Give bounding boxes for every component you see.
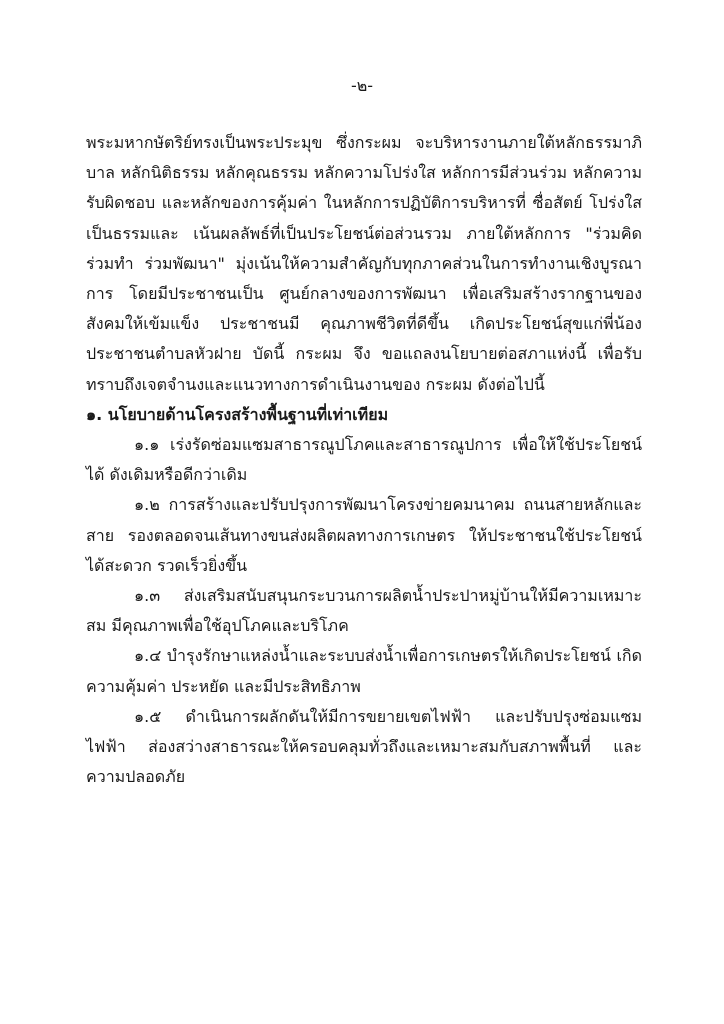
page-number: -๒- bbox=[350, 76, 374, 95]
document-body bbox=[86, 128, 642, 792]
policy-item: ๑.๔ บำรุงรักษาแหล่งน้ำและระบบส่งน้ำเพื่อการเกษตรให้เกิดประโยชน์ เกิดความคุ้มค่า ประหยัด และมีประสิทธิภาพ bbox=[86, 646, 642, 696]
policy-item: ๑.๑ เร่งรัดซ่อมแซมสาธารณูปโภคและสาธารณูปการ เพื่อให้ใช้ประโยชน์ได้ ดังเดิมหรือดีกว่าเดิม bbox=[86, 435, 642, 485]
policy-item: ๑.๒ การสร้างและปรับปรุงการพัฒนาโครงข่ายคมนาคม ถนนสายหลักและสาย รองตลอดจนเส้นทางขนส่งผลิตผลทางการเกษตร ให้ประชาชนใช้ประโยชน์ได้สะดวก รวดเร็วยิ่งขึ้น bbox=[86, 495, 642, 575]
policy-item: ๑.๓ ส่งเสริมสนับสนุนกระบวนการผลิตน้ำประปาหมู่บ้านให้มีความเหมาะสม มีคุณภาพเพื่อใช้อุปโภคและบริโภค bbox=[86, 586, 642, 636]
intro-paragraph: พระมหากษัตริย์ทรงเป็นพระประมุข ซึ่งกระผม จะบริหารงานภายใต้หลักธรรมาภิบาล หลักนิติธรรม หลักคุณธรรม หลักความโปร่งใส หลักการมีส่วนร่วม หลักความรับผิดชอบ และหลักของการคุ้มค่า ในหลักการปฏิบัติการบริหารที่ ซื่อสัตย์ โปร่งใส เป็นธรรมและ เน้นผลลัพธ์ที่เป็นประโยชน์ต่อส่วนรวม ภายใต้หลักการ "ร่วมคิด ร่วมทำ ร่วมพัฒนา" มุ่งเน้นให้ความสำคัญกับทุกภาคส่วนในการทำงานเชิงบูรณาการ โดยมีประชาชนเป็น ศูนย์กลางของการพัฒนา เพื่อเสริมสร้างรากฐานของสังคมให้เข้มแข็ง ประชาชนมี คุณภาพชีวิตที่ดีขึ้น เกิดประโยชน์สุขแก่พี่น้องประชาชนตำบลหัวฝาย บัดนี้ กระผม จึง ขอแถลงนโยบายต่อสภาแห่งนี้ เพื่อรับทราบถึงเจตจำนงและแนวทางการดำเนินงานของ กระผม ดังต่อไปนี้ bbox=[86, 133, 642, 394]
policy-item: ๑.๕ ดำเนินการผลักดันให้มีการขยายเขตไฟฟ้า และปรับปรุงซ่อมแซมไฟฟ้า ส่องสว่างสาธารณะให้ครอบคลุมทั่วถึงและเหมาะสมกับสภาพพื้นที่ และความปลอดภัย bbox=[86, 706, 642, 787]
section-heading: ๑. นโยบายด้านโครงสร้างพื้นฐานที่เท่าเทียม bbox=[86, 404, 389, 424]
